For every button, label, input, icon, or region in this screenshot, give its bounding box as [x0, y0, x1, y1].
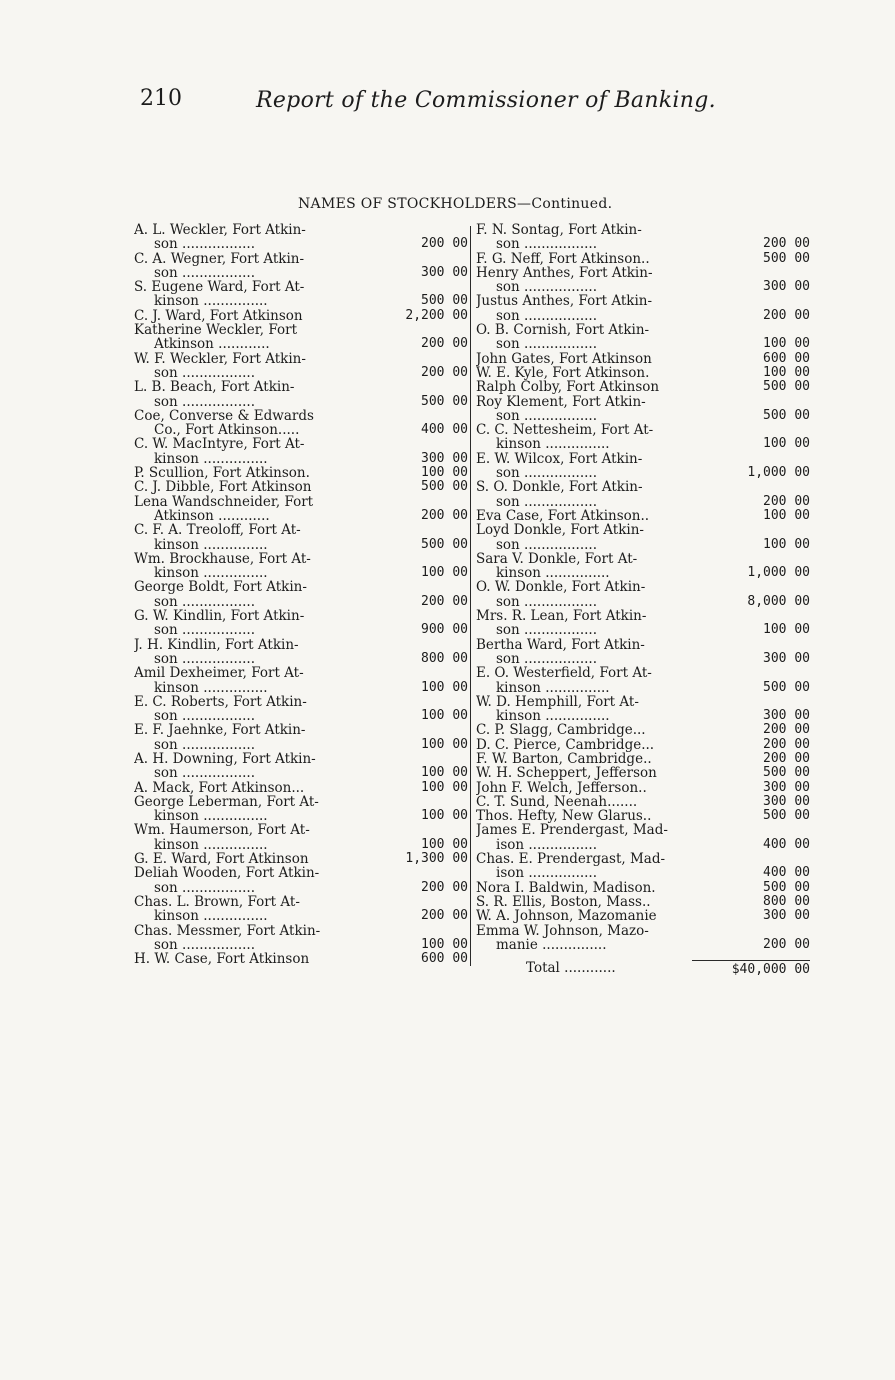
stockholder-name-line: kinson ...............: [496, 709, 610, 724]
stockholder-name-line: son .................: [496, 537, 597, 552]
stockholder-name-line: E. F. Jaehnke, Fort Atkin-: [134, 723, 306, 738]
stockholder-name-line: James E. Prendergast, Mad-: [476, 823, 668, 838]
stockholder-entry: [134, 466, 468, 480]
stockholder-amount: 500 00: [763, 407, 810, 423]
stockholder-entry: [134, 638, 468, 667]
stockholder-entry: [476, 881, 810, 895]
stockholder-amount: 300 00: [763, 279, 810, 295]
stockholder-amount: 200 00: [763, 307, 810, 323]
stockholder-name-line: A. L. Weckler, Fort Atkin-: [134, 223, 306, 238]
stockholder-entry: [134, 352, 468, 381]
stockholder-name-line: kinson ...............: [154, 294, 268, 309]
stockholder-amount: 200 00: [421, 236, 468, 252]
stockholder-name-line: A. H. Downing, Fort Atkin-: [134, 751, 316, 767]
stockholder-name-line: son .................: [154, 265, 255, 281]
stockholder-amount: 100 00: [763, 507, 810, 523]
stockholder-name-line: W. E. Kyle, Fort Atkinson.: [476, 365, 650, 381]
stockholder-amount: 200 00: [421, 879, 468, 895]
stockholder-amount: 200 00: [763, 236, 810, 252]
stockholder-amount: 100 00: [763, 436, 810, 452]
stockholder-name-line: O. B. Cornish, Fort Atkin-: [476, 323, 650, 338]
stockholder-name-line: D. C. Pierce, Cambridge...: [476, 737, 655, 752]
stockholder-name-line: Wm. Brockhause, Fort At-: [134, 551, 311, 567]
stockholder-entry: [134, 666, 468, 695]
stockholder-amount: 100 00: [421, 808, 468, 824]
stockholder-name-line: John Gates, Fort Atkinson: [476, 351, 652, 366]
stockholder-amount: 200 00: [421, 507, 468, 523]
stockholder-name-line: Bertha Ward, Fort Atkin-: [476, 637, 645, 652]
stockholder-name-line: John F. Welch, Jefferson..: [476, 780, 647, 795]
stockholder-entry: [476, 738, 810, 752]
stockholder-name-line: kinson ...............: [154, 566, 268, 581]
stockholder-name-line: son .................: [496, 494, 597, 509]
stockholder-entry: [134, 795, 468, 824]
stockholder-name-line: Katherine Weckler, Fort: [134, 323, 297, 338]
stockholder-entry: [476, 795, 810, 809]
stockholder-entry: [476, 752, 810, 766]
stockholder-name-line: Lena Wandschneider, Fort: [134, 494, 314, 509]
stockholder-amount: 500 00: [421, 536, 468, 552]
stockholder-name-line: L. B. Beach, Fort Atkin-: [134, 380, 295, 395]
stockholder-name-line: Chas. L. Brown, Fort At-: [134, 894, 300, 910]
stockholder-name-line: W. D. Hemphill, Fort At-: [476, 694, 639, 710]
stockholder-amount: 500 00: [421, 479, 468, 495]
stockholder-entry: [476, 323, 810, 352]
stockholder-entry: [476, 252, 810, 266]
stockholder-amount: 300 00: [421, 264, 468, 280]
stockholder-entry: [476, 423, 810, 452]
stockholder-name-line: son .................: [496, 237, 597, 252]
stockholder-entry: [134, 952, 468, 966]
stockholder-entry: [134, 752, 468, 781]
stockholder-name-line: W. F. Weckler, Fort Atkin-: [134, 351, 306, 366]
running-title: Report of the Commissioner of Banking.: [256, 88, 716, 113]
stockholder-entry: [476, 766, 810, 780]
stockholder-name-line: son .................: [154, 937, 255, 953]
stockholder-entry: [476, 895, 810, 909]
stockholder-name-line: kinson ...............: [154, 809, 268, 824]
stockholder-entry: [134, 895, 468, 924]
total-label: Total ............: [526, 960, 616, 977]
stockholder-name-line: C. C. Nettesheim, Fort At-: [476, 423, 654, 438]
stockholder-amount: 500 00: [763, 808, 810, 824]
stockholders-right-column: [476, 223, 810, 978]
stockholder-name-line: son .................: [496, 408, 597, 424]
stockholder-amount: 300 00: [763, 793, 810, 809]
stockholder-entry: [134, 781, 468, 795]
stockholder-entry: [134, 409, 468, 438]
stockholder-name-line: F. N. Sontag, Fort Atkin-: [476, 223, 642, 238]
stockholder-amount: 500 00: [763, 679, 810, 695]
stockholders-left-column: [134, 223, 468, 966]
stockholder-name-line: P. Scullion, Fort Atkinson.: [134, 466, 310, 481]
stockholder-entry: [134, 924, 468, 953]
stockholder-name-line: son .................: [496, 337, 597, 352]
stockholder-amount: 100 00: [763, 364, 810, 380]
stockholder-entry: [134, 223, 468, 252]
stockholder-name-line: A. Mack, Fort Atkinson...: [134, 780, 305, 795]
stockholder-entry: [476, 638, 810, 667]
stockholder-name-line: Ralph Colby, Fort Atkinson: [476, 380, 660, 395]
stockholder-name-line: Roy Klement, Fort Atkin-: [476, 394, 646, 409]
stockholder-amount: 300 00: [763, 650, 810, 666]
stockholder-entry: [134, 866, 468, 895]
stockholder-amount: 500 00: [763, 879, 810, 895]
stockholder-name-line: E. O. Westerfield, Fort At-: [476, 666, 652, 681]
total-amount: $40,000 00: [692, 960, 810, 977]
stockholder-entry: [476, 852, 810, 881]
stockholder-amount: 600 00: [763, 350, 810, 366]
stockholder-amount: 300 00: [421, 450, 468, 466]
stockholder-amount: 500 00: [763, 250, 810, 266]
stockholder-name-line: son .................: [154, 594, 255, 610]
stockholder-name-line: Eva Case, Fort Atkinson..: [476, 508, 650, 524]
stockholder-entry: [476, 609, 810, 638]
stockholder-name-line: son .................: [154, 766, 255, 781]
stockholder-name-line: Atkinson ............: [154, 508, 270, 524]
stockholder-entry: [476, 823, 810, 852]
stockholder-amount: 200 00: [421, 593, 468, 609]
stockholder-amount: 300 00: [763, 779, 810, 795]
stockholder-amount: 8,000 00: [747, 593, 810, 609]
stockholder-amount: 600 00: [421, 951, 468, 967]
stockholder-name-line: F. W. Barton, Cambridge..: [476, 751, 652, 767]
stockholder-name-line: Emma W. Johnson, Mazo-: [476, 923, 649, 938]
stockholder-name-line: kinson ...............: [154, 537, 268, 552]
stockholder-name-line: Mrs. R. Lean, Fort Atkin-: [476, 609, 647, 624]
stockholder-name-line: Henry Anthes, Fort Atkin-: [476, 265, 653, 281]
stockholder-name-line: F. G. Neff, Fort Atkinson..: [476, 251, 650, 266]
stockholder-name-line: son .................: [496, 308, 597, 324]
stockholder-entry: [476, 723, 810, 737]
stockholder-entry: [134, 609, 468, 638]
stockholder-name-line: Deliah Wooden, Fort Atkin-: [134, 866, 320, 881]
stockholder-name-line: C. T. Sund, Neenah.......: [476, 794, 638, 810]
stockholder-name-line: kinson ...............: [496, 437, 610, 452]
stockholder-name-line: kinson ...............: [154, 909, 268, 924]
stockholder-entry: [476, 266, 810, 295]
stockholder-name-line: C. A. Wegner, Fort Atkin-: [134, 251, 305, 266]
stockholder-amount: 200 00: [763, 750, 810, 766]
stockholder-name-line: Justus Anthes, Fort Atkin-: [476, 294, 653, 309]
stockholder-amount: 200 00: [421, 364, 468, 380]
stockholder-name-line: S. Eugene Ward, Fort At-: [134, 280, 305, 295]
stockholder-name-line: kinson ...............: [496, 566, 610, 581]
stockholder-amount: 500 00: [763, 765, 810, 781]
stockholder-amount: 500 00: [763, 379, 810, 395]
stockholder-name-line: son .................: [154, 394, 255, 409]
stockholder-entry: [476, 352, 810, 366]
stockholder-entry: [134, 695, 468, 724]
stockholder-amount: 800 00: [763, 893, 810, 909]
stockholder-entry: [134, 309, 468, 323]
stockholder-name-line: kinson ...............: [496, 680, 610, 695]
stockholder-entry: [476, 909, 810, 923]
stockholder-amount: 200 00: [763, 493, 810, 509]
right-entries: [476, 223, 810, 952]
stockholder-amount: 100 00: [421, 765, 468, 781]
stockholder-name-line: son .................: [496, 623, 597, 638]
stockholder-name-line: C. F. A. Treoloff, Fort At-: [134, 523, 301, 538]
stockholder-entry: [476, 695, 810, 724]
stockholder-entry: [134, 280, 468, 309]
stockholder-amount: 100 00: [421, 936, 468, 952]
stockholder-name-line: G. E. Ward, Fort Atkinson: [134, 852, 309, 867]
stockholder-name-line: ison ................: [496, 866, 598, 881]
stockholder-amount: 300 00: [763, 908, 810, 924]
stockholder-amount: 200 00: [763, 936, 810, 952]
stockholder-name-line: C. J. Dibble, Fort Atkinson: [134, 480, 312, 495]
stockholder-name-line: H. W. Case, Fort Atkinson: [134, 952, 310, 967]
stockholder-entry: [134, 723, 468, 752]
stockholder-name-line: E. W. Wilcox, Fort Atkin-: [476, 451, 643, 467]
stockholder-entry: [476, 580, 810, 609]
stockholder-name-line: Coe, Converse & Edwards: [134, 408, 314, 424]
stockholder-entry: [476, 523, 810, 552]
stockholder-amount: 300 00: [763, 708, 810, 724]
stockholder-name-line: son .................: [154, 709, 255, 724]
stockholder-name-line: son .................: [154, 237, 255, 252]
stockholder-entry: [134, 252, 468, 281]
stockholder-amount: 200 00: [421, 908, 468, 924]
stockholder-name-line: son .................: [154, 737, 255, 752]
stockholder-entry: [134, 823, 468, 852]
stockholder-entry: [476, 781, 810, 795]
stockholder-entry: [476, 294, 810, 323]
stockholder-entry: [476, 366, 810, 380]
stockholder-name-line: C. W. MacIntyre, Fort At-: [134, 437, 305, 452]
stockholder-entry: [134, 580, 468, 609]
stockholder-name-line: son .................: [154, 880, 255, 895]
stockholder-name-line: Sara V. Donkle, Fort At-: [476, 551, 638, 567]
stockholder-amount: 500 00: [421, 293, 468, 309]
stockholder-amount: 100 00: [421, 836, 468, 852]
stockholder-name-line: Chas. E. Prendergast, Mad-: [476, 852, 666, 867]
stockholder-entry: [476, 924, 810, 953]
stockholder-name-line: Wm. Haumerson, Fort At-: [134, 823, 310, 838]
stockholder-entry: [476, 395, 810, 424]
stockholder-name-line: Co., Fort Atkinson.....: [154, 423, 300, 438]
stockholder-name-line: Loyd Donkle, Fort Atkin-: [476, 523, 644, 538]
stockholder-entry: [134, 552, 468, 581]
stockholder-amount: 200 00: [421, 336, 468, 352]
stockholder-entry: [134, 523, 468, 552]
stockholder-name-line: kinson ...............: [154, 837, 268, 853]
stockholder-name-line: George Leberman, Fort At-: [134, 794, 319, 810]
stockholder-entry: [476, 552, 810, 581]
stockholder-amount: 500 00: [421, 393, 468, 409]
stockholder-amount: 900 00: [421, 622, 468, 638]
stockholder-entry: [476, 509, 810, 523]
stockholder-name-line: ison ................: [496, 837, 598, 853]
stockholder-entry: [134, 495, 468, 524]
stockholder-amount: 100 00: [421, 565, 468, 581]
column-divider: [470, 226, 471, 966]
stockholder-entry: [476, 452, 810, 481]
stockholder-amount: 400 00: [763, 865, 810, 881]
stockholder-amount: 100 00: [763, 536, 810, 552]
stockholder-name-line: C. P. Slagg, Cambridge...: [476, 723, 646, 738]
stockholder-name-line: manie ...............: [496, 937, 607, 953]
stockholder-name-line: Amil Dexheimer, Fort At-: [134, 666, 304, 681]
stockholder-name-line: Atkinson ............: [154, 337, 270, 352]
stockholder-entry: [476, 666, 810, 695]
stockholder-amount: 1,000 00: [747, 465, 810, 481]
stockholder-entry: [476, 223, 810, 252]
stockholder-amount: 1,300 00: [405, 851, 468, 867]
stockholder-amount: 400 00: [421, 422, 468, 438]
page-number: 210: [140, 86, 182, 111]
stockholder-name-line: G. W. Kindlin, Fort Atkin-: [134, 609, 305, 624]
stockholder-amount: 100 00: [763, 336, 810, 352]
stockholder-amount: 800 00: [421, 650, 468, 666]
stockholder-name-line: E. C. Roberts, Fort Atkin-: [134, 694, 307, 710]
stockholder-amount: 100 00: [421, 779, 468, 795]
stockholder-name-line: S. O. Donkle, Fort Atkin-: [476, 480, 643, 495]
total-row: [476, 958, 810, 978]
stockholder-name-line: S. R. Ellis, Boston, Mass..: [476, 894, 651, 910]
stockholder-amount: 200 00: [763, 722, 810, 738]
stockholder-name-line: son .................: [154, 365, 255, 381]
stockholder-name-line: W. H. Scheppert, Jefferson: [476, 766, 657, 781]
stockholder-entry: [134, 852, 468, 866]
stockholder-amount: 100 00: [421, 708, 468, 724]
stockholder-name-line: kinson ...............: [154, 680, 268, 695]
stockholder-amount: 2,200 00: [405, 307, 468, 323]
stockholder-amount: 100 00: [421, 465, 468, 481]
stockholder-entry: [476, 809, 810, 823]
stockholder-name-line: J. H. Kindlin, Fort Atkin-: [134, 637, 299, 652]
stockholder-amount: 100 00: [421, 679, 468, 695]
stockholder-name-line: son .................: [154, 651, 255, 667]
stockholder-name-line: kinson ...............: [154, 451, 268, 467]
stockholder-amount: 100 00: [763, 622, 810, 638]
stockholder-name-line: son .................: [496, 280, 597, 295]
stockholder-entry: [134, 480, 468, 494]
stockholder-amount: 100 00: [421, 736, 468, 752]
stockholder-name-line: George Boldt, Fort Atkin-: [134, 580, 307, 595]
stockholder-name-line: son .................: [154, 623, 255, 638]
stockholder-entry: [134, 323, 468, 352]
stockholder-name-line: C. J. Ward, Fort Atkinson: [134, 308, 303, 324]
stockholder-amount: 400 00: [763, 836, 810, 852]
stockholder-entry: [476, 380, 810, 394]
stockholder-name-line: W. A. Johnson, Mazomanie: [476, 909, 657, 924]
stockholder-entry: [134, 437, 468, 466]
table-heading: NAMES OF STOCKHOLDERS—Continued.: [298, 196, 613, 212]
stockholder-name-line: son .................: [496, 466, 597, 481]
stockholder-entry: [134, 380, 468, 409]
stockholder-name-line: son .................: [496, 594, 597, 610]
stockholder-name-line: Chas. Messmer, Fort Atkin-: [134, 923, 321, 938]
stockholder-name-line: Nora I. Baldwin, Madison.: [476, 880, 656, 895]
stockholder-name-line: son .................: [496, 651, 597, 667]
stockholder-amount: 200 00: [763, 736, 810, 752]
stockholder-name-line: Thos. Hefty, New Glarus..: [476, 809, 652, 824]
stockholder-entry: [476, 480, 810, 509]
stockholder-amount: 1,000 00: [747, 565, 810, 581]
stockholder-name-line: O. W. Donkle, Fort Atkin-: [476, 580, 646, 595]
